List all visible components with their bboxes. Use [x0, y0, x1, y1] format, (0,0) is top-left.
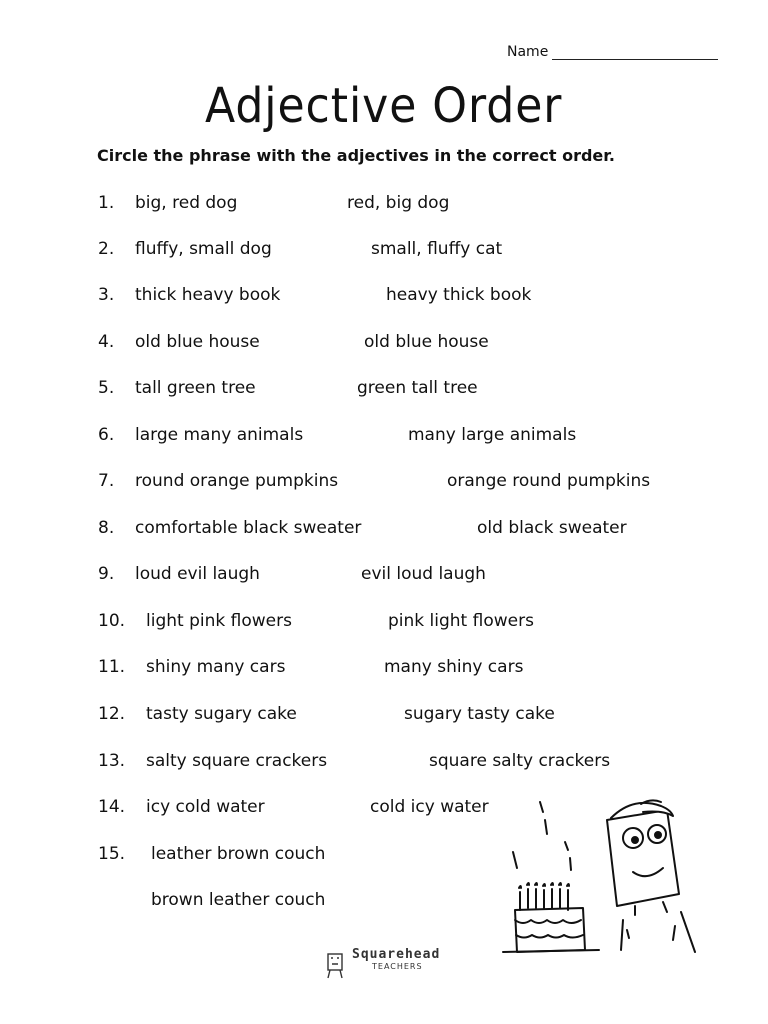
item-number: 9. — [98, 564, 115, 584]
item-number: 4. — [98, 332, 115, 352]
instructions: Circle the phrase with the adjectives in the correct order. — [97, 146, 615, 165]
phrase-option-a: round orange pumpkins — [135, 471, 339, 491]
phrase-option-b: brown leather couch — [151, 890, 326, 910]
item-number: 8. — [98, 518, 115, 538]
phrase-option-a: icy cold water — [146, 797, 265, 817]
phrase-option-a: leather brown couch — [151, 844, 326, 864]
phrase-option-b: many large animals — [408, 425, 577, 445]
phrase-option-b: heavy thick book — [386, 285, 532, 305]
name-label: Name — [507, 44, 549, 60]
phrase-option-b: red, big dog — [347, 193, 450, 213]
phrase-option-a: light pink flowers — [146, 611, 292, 631]
phrase-option-b: evil loud laugh — [361, 564, 486, 584]
item-number: 2. — [98, 239, 115, 259]
phrase-option-a: big, red dog — [135, 193, 238, 213]
item-number: 10. — [98, 611, 126, 631]
phrase-option-a: fluffy, small dog — [135, 239, 272, 259]
item-number: 3. — [98, 285, 115, 305]
phrase-option-b: small, fluffy cat — [371, 239, 503, 259]
phrase-option-a: tasty sugary cake — [146, 704, 297, 724]
phrase-option-a: old blue house — [135, 332, 260, 352]
phrase-option-a: loud evil laugh — [135, 564, 260, 584]
item-number: 5. — [98, 378, 115, 398]
item-number: 7. — [98, 471, 115, 491]
phrase-option-b: cold icy water — [370, 797, 489, 817]
phrase-option-b: old black sweater — [477, 518, 627, 538]
squarehead-character-with-birthday-cake-icon — [495, 790, 710, 965]
phrase-option-b: square salty crackers — [429, 751, 611, 771]
item-number: 14. — [98, 797, 126, 817]
item-number: 1. — [98, 193, 115, 213]
phrase-option-a: salty square crackers — [146, 751, 328, 771]
name-line — [552, 45, 718, 60]
item-number: 15. — [98, 844, 126, 864]
item-number: 12. — [98, 704, 126, 724]
phrase-option-b: old blue house — [364, 332, 489, 352]
phrase-option-a: large many animals — [135, 425, 304, 445]
phrase-option-b: many shiny cars — [384, 657, 524, 677]
phrase-option-b: sugary tasty cake — [404, 704, 555, 724]
phrase-option-a: comfortable black sweater — [135, 518, 362, 538]
page-title: Adjective Order — [204, 78, 563, 134]
name-field — [507, 44, 718, 60]
logo-subtitle: TEACHERS — [372, 962, 423, 971]
phrase-option-b: pink light flowers — [388, 611, 534, 631]
item-number: 11. — [98, 657, 126, 677]
phrase-option-a: shiny many cars — [146, 657, 286, 677]
phrase-option-b: orange round pumpkins — [447, 471, 651, 491]
logo-name: Squarehead — [352, 947, 441, 962]
item-number: 6. — [98, 425, 115, 445]
item-number: 13. — [98, 751, 126, 771]
phrase-option-a: thick heavy book — [135, 285, 281, 305]
phrase-option-b: green tall tree — [357, 378, 478, 398]
phrase-option-a: tall green tree — [135, 378, 256, 398]
